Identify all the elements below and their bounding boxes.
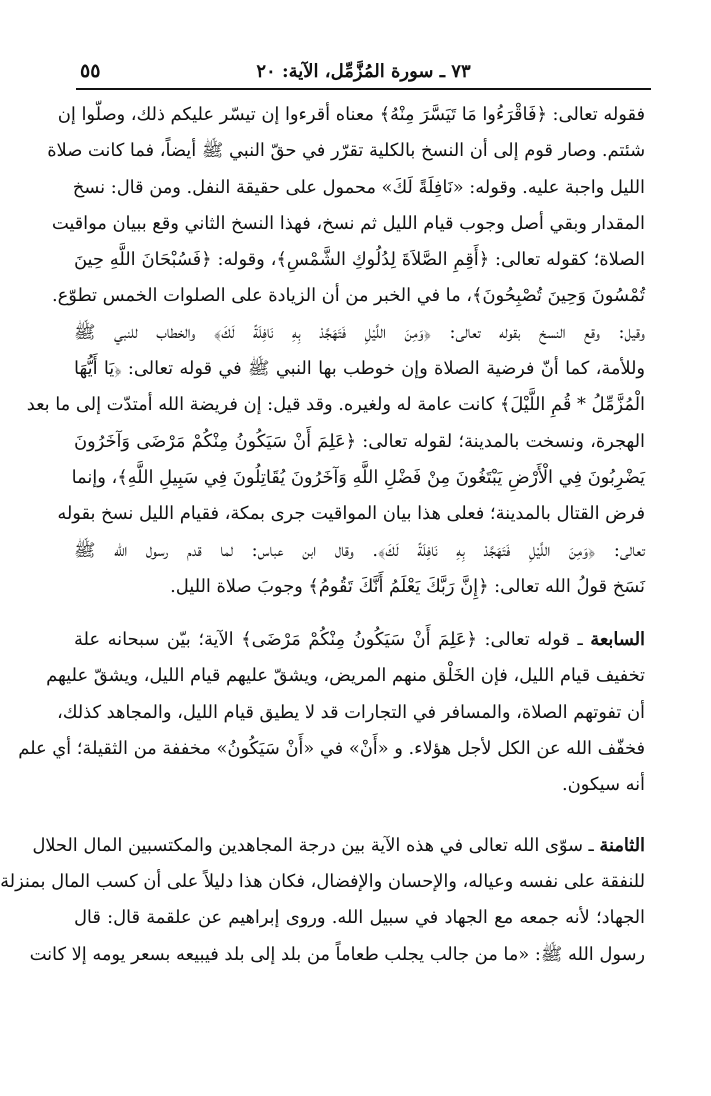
paragraph-gap bbox=[74, 804, 645, 828]
text-line: فقوله تعالى: ﴿فَاقْرَءُوا مَا تَيَسَّرَ مِنْهُ﴾ معناه أقرءوا إن تيسّر عليكم ذلك، وصلّوا إن bbox=[57, 104, 645, 125]
text-line: فرض القتال بالمدينة؛ فعلى هذا بيان المواقيت جرى بمكة، فقيام الليل نسخ بقوله bbox=[57, 503, 645, 525]
text-line: أنه سيكون. bbox=[561, 774, 645, 796]
text-line: شئتم. وصار قوم إلى أن النسخ بالكلية تقرّر في حقّ النبي ﷺ أيضاً، فما كانت صلاة bbox=[47, 140, 645, 162]
text-line: الجهاد؛ لأنه جمعه مع الجهاد في سبيل الله. وروى إبراهيم عن علقمة قال: قال bbox=[74, 907, 645, 929]
paragraph-gap bbox=[74, 605, 645, 622]
text-line bbox=[74, 622, 645, 658]
paragraph-4 bbox=[0, 828, 645, 973]
text-line: للنفقة على نفسه وعياله، والإحسان والإفضال، فكان هذا دليلاً على أن كسب المال بمنزلة bbox=[0, 870, 645, 892]
text-line: وللأمة، كما أنّ فرضية الصلاة وإن خوطب بها النبي ﷺ في قوله تعالى: ﴿يَا أَيُّهَا bbox=[74, 358, 645, 380]
paragraph-3 bbox=[18, 622, 645, 803]
text-line: الليل واجبة عليه. وقوله: «نَافِلَةً لَكَ» محمول على حقيقة النفل. ومن قال: نسخ bbox=[72, 176, 645, 198]
text-line: تخفيف قيام الليل، فإن الخَلْق منهم المريض، ويشقّ عليهم قيام الليل، ويشقّ عليهم bbox=[46, 665, 645, 687]
text-line: وقيل: وقع النسخ بقوله تعالى: ﴿وَمِنَ اللَّيْلِ فَتَهَجَّدْ بِهِ نَافِلَةً لَكَ﴾ والخطاب للنبي ﷺ bbox=[74, 321, 645, 343]
text-line: الهجرة، ونسخت بالمدينة؛ لقوله تعالى: ﴿عَلِمَ أَنْ سَيَكُونُ مِنْكُمْ مَرْضَى وَآخَرُونَ bbox=[74, 430, 645, 452]
paragraph-2 bbox=[26, 315, 645, 605]
page-body bbox=[0, 97, 645, 973]
running-title: ٧٣ ـ سورة المُزَّمِّل، الآية: ٢٠ bbox=[256, 61, 471, 82]
paragraph-1 bbox=[47, 97, 645, 315]
page-header bbox=[76, 52, 651, 90]
section-lead-seventh: السابعة bbox=[590, 629, 645, 651]
section-lead-eighth: الثامنة bbox=[599, 834, 645, 856]
text-run: ـ سوّى الله تعالى في هذه الآية بين درجة المجاهدين والمكتسبين المال الحلال bbox=[32, 834, 600, 856]
text-line: أن تفوتهم الصلاة، والمسافر في التجارات قد لا يطيق قيام الليل، والمجاهد كذلك، bbox=[57, 701, 645, 723]
text-line: تُمْسُونَ وَحِينَ تُصْبِحُونَ﴾، ما في الخبر من أن الزيادة على الصلوات الخمس تطوّع. bbox=[52, 285, 645, 307]
text-line: الْمُزَّمِّلُ * قُمِ اللَّيْلَ﴾ كانت عامة له ولغيره. وقد قيل: إن فريضة الله أمتدّت إلى ما بعد bbox=[26, 394, 645, 416]
text-line: الصلاة؛ كقوله تعالى: ﴿أَقِمِ الصَّلاَةَ لِدُلُوكِ الشَّمْسِ﴾، وقوله: ﴿فَسُبْحَانَ اللَّهِ حِينَ bbox=[74, 249, 645, 271]
text-line bbox=[32, 828, 645, 864]
text-line: رسول الله ﷺ: «ما من جالب يجلب طعاماً من بلد إلى بلد فيبيعه بسعر يومه إلا كانت bbox=[29, 943, 645, 965]
text-line: المقدار وبقي أصل وجوب قيام الليل ثم نسخ، فهذا النسخ الثاني وقع ببيان مواقيت bbox=[51, 212, 645, 234]
page-number: ٥٥ bbox=[80, 60, 101, 82]
text-line: فخفّف الله عن الكل لأجل هؤلاء. و «أَنْ» في «أَنْ سَيَكُونُ» مخففة من الثقيلة؛ أي علم bbox=[18, 738, 645, 760]
text-line: تعالى: ﴿وَمِنَ اللَّيْلِ فَتَهَجَّدْ بِهِ نَافِلَةً لَكَ﴾. وقال ابن عباس: لما قدم رسول الله ﷺ bbox=[74, 539, 645, 561]
text-run: ـ قوله تعالى: ﴿عَلِمَ أَنْ سَيَكُونُ مِنْكُمْ مَرْضَى﴾ الآية؛ بيّن سبحانه علة bbox=[74, 629, 591, 651]
text-line: نَسَخ قولُ الله تعالى: ﴿إِنَّ رَبَّكَ يَعْلَمُ أَنَّكَ تَقُومُ﴾ وجوبَ صلاة الليل. bbox=[170, 575, 645, 597]
text-line: يَضْرِبُونَ فِي الْأَرْضِ يَبْتَغُونَ مِنْ فَضْلِ اللَّهِ وَآخَرُونَ يُقَاتِلُونَ فِي سَبِيلِ اللَّهِ﴾، وإنما bbox=[71, 466, 645, 488]
